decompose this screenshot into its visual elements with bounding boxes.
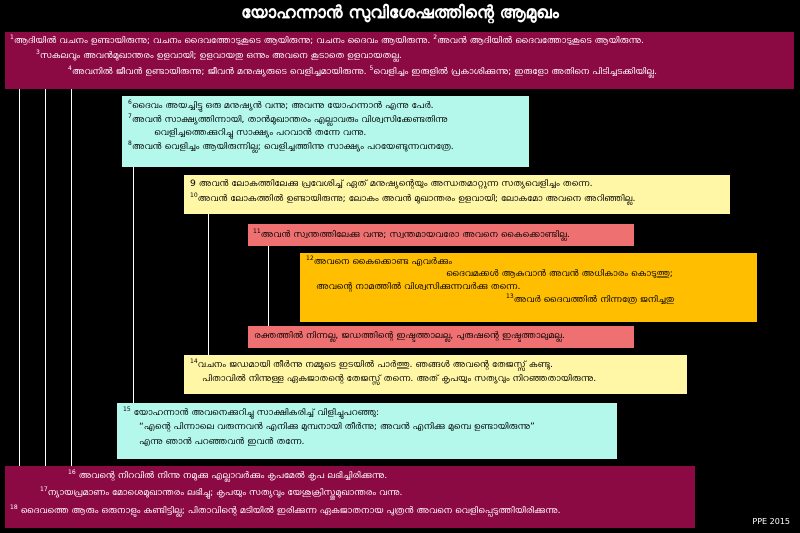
verse-14a: വചനം ജഡമായി തീർന്നു നമ്മുടെ ഇടയിൽ പാർത്തു. ഞങ്ങൾ അവന്റെ തേജസ്സ് കണ്ടു. [197, 359, 553, 371]
closing-box-bottom [5, 466, 695, 528]
verse-number: 2 [433, 34, 438, 41]
verse-5: വെളിച്ചം ഇരുളിൽ പ്രകാശിക്കുന്നു; ഇരുളോ അതിനെ പിടിച്ചടക്കിയില്ല. [373, 66, 658, 78]
verse-number: 6 [128, 99, 132, 106]
verse-number: 16 [68, 469, 76, 476]
children-of-god-box [300, 253, 757, 322]
verse-15a: യോഹന്നാൻ അവനെക്കുറിച്ചു സാക്ഷികരിച്ച് വിളിച്ചുപറഞ്ഞു: [133, 407, 380, 419]
verse-number: 5 [369, 64, 374, 72]
verse-16: അവന്റെ നിറവിൽ നിന്നു നമുക്കു എല്ലാവർക്കും കൃപമേൽ കൃപ ലഭിച്ചിരിക്കുന്നു. [78, 470, 388, 482]
verse-number: 1 [10, 34, 14, 41]
verse-13: അവർ ദൈവത്തിൽ നിന്നത്രേ ജനിച്ചതു [513, 294, 675, 306]
rejection-box [248, 224, 634, 246]
verse-number: 17 [40, 486, 48, 494]
verse-number: 8 [128, 140, 132, 148]
word-became-flesh-box [184, 355, 687, 394]
verse-11: അവൻ സ്വന്തത്തിലേക്കു വന്നു; സ്വന്തമായവരോ അവനെ കൈക്കൊണ്ടില്ല. [260, 229, 570, 241]
verse-15c: എന്നു ഞാൻ പറഞ്ഞവൻ ഇവൻ തന്നേ. [139, 435, 305, 447]
verse-14b: പിതാവിൽ നിന്നുള്ള ഏകജാതന്റെ തേജസ്സ് തന്നെ. അത് കൃപയും സത്യവും നിറഞ്ഞതായിരുന്നു. [202, 373, 597, 385]
not-of-blood-box [248, 326, 634, 348]
verse-number: 4 [68, 64, 72, 72]
verse-13-continuation: രക്തത്തിൽ നിന്നല്ല, ജഡത്തിന്റെ ഇഷ്ടത്താലല്ല, പുരുഷന്റെ ഇഷ്ടത്താലുമല്ല. [254, 330, 565, 341]
credit-label: PPE 2015 [752, 517, 790, 526]
verse-12c: അവന്റെ നാമത്തിൽ വിശ്വസിക്കുന്നവർക്കു തന്നെ. [316, 280, 521, 292]
verse-18: ദൈവത്തെ ആരും ഒരുനാളും കണ്ടിട്ടില്ല; പിതാവിന്റെ മടിയിൽ ഇരിക്കുന്ന ഏകജാതനായ പുത്രൻ അവനെ വെളിപ്പെടുത്തിയിരിക്കുന്നു. [20, 505, 561, 517]
connector-line [208, 214, 209, 355]
verse-2: അവൻ ആദിയിൽ ദൈവത്തോടുകൂടെ ആയിരുന്നു. [437, 35, 644, 47]
john-testifies-box [117, 403, 617, 459]
verse-8: അവൻ വെളിച്ചം ആയിരുന്നില്ല; വെളിച്ചത്തിന്നു സാക്ഷ്യം പറയേണ്ടുന്നവനത്രേ. [131, 141, 454, 153]
verse-number: 10 [190, 192, 198, 200]
connector-line [133, 167, 134, 404]
verse-number: 7 [128, 113, 132, 121]
connector-line [19, 89, 20, 466]
connector-line [71, 89, 72, 466]
verse-9: അവൻ ലോകത്തിലേക്കു പ്രവേശിച്ച് ഏത് മനുഷ്യന്റെയും അന്ധതമാറ്റുന്ന സത്യവെളിച്ചം തന്നെ. [198, 178, 593, 189]
intro-box-top [5, 32, 794, 89]
verse-15b: “എന്റെ പിന്നാലെ വരുന്നവൻ എനിക്കു മുമ്പനായി തീർന്നു; അവൻ എനിക്കു മുമ്പെ ഉണ്ടായിരുന്നു” [139, 421, 535, 433]
verse-17: ന്യായപ്രമാണം മോശെമുഖാന്തരം ലഭിച്ചു; കൃപയും സത്യവും യേശുക്രിസ്തുമുഖാന്തരം വന്നു. [47, 487, 403, 499]
verse-3: സകലവും അവൻമുഖാന്തരം ഉളവായി; ഉളവായതു ഒന്നും അവനെ കൂടാതെ ഉളവായതല്ല. [39, 50, 402, 62]
connector-line [45, 89, 46, 466]
verse-number: 9 [190, 178, 196, 189]
connector-line [268, 246, 269, 326]
verse-4: അവനിൽ ജീവൻ ഉണ്ടായിരുന്നു; ജീവൻ മനുഷ്യരുടെ വെളിച്ചമായിരുന്നു. [71, 66, 367, 78]
page-title: യോഹന്നാൻ സുവിശേഷത്തിന്റെ ആമുഖം [241, 3, 559, 23]
verse-number: 18 [10, 503, 18, 511]
verse-7b: വെളിച്ചത്തെക്കുറിച്ചു സാക്ഷ്യം പറവാൻ തന്നേ വന്നു. [154, 126, 367, 138]
verse-1: ആദിയിൽ വചനം ഉണ്ടായിരുന്നു; വചനം ദൈവത്തോടുകൂടെ ആയിരുന്നു; വചനം ദൈവം ആയിരുന്നു. [13, 35, 431, 47]
verse-number: 13 [506, 293, 514, 301]
john-witness-box [122, 96, 529, 167]
verse-number: 3 [36, 49, 40, 57]
verse-12b: ദൈവമക്കൾ ആകുവാൻ അവൻ അധികാരം കൊടുത്തു; [446, 268, 673, 280]
verse-7a: അവൻ സാക്ഷ്യത്തിന്നായി, താൻമുഖാന്തരം എല്ലാവരും വിശ്വസിക്കേണ്ടതിന്നു [131, 114, 448, 126]
verse-number: 14 [190, 358, 198, 365]
verse-6: ദൈവം അയച്ചിട്ടു ഒരു മനുഷ്യൻ വന്നു; അവന്നു യോഹന്നാൻ എന്നു പേർ. [131, 100, 434, 112]
verse-number: 11 [253, 228, 261, 235]
verse-12a: അവനെ കൈക്കൊണ്ട എവർക്കും [313, 256, 452, 268]
verse-10: അവൻ ലോകത്തിൽ ഉണ്ടായിരുന്നു; ലോകം അവൻ മുഖാന്തരം ഉളവായി; ലോകമോ അവനെ അറിഞ്ഞില്ല. [197, 193, 636, 205]
verse-number: 12 [306, 255, 314, 262]
true-light-box [184, 175, 730, 214]
verse-number: 15 [123, 406, 131, 413]
